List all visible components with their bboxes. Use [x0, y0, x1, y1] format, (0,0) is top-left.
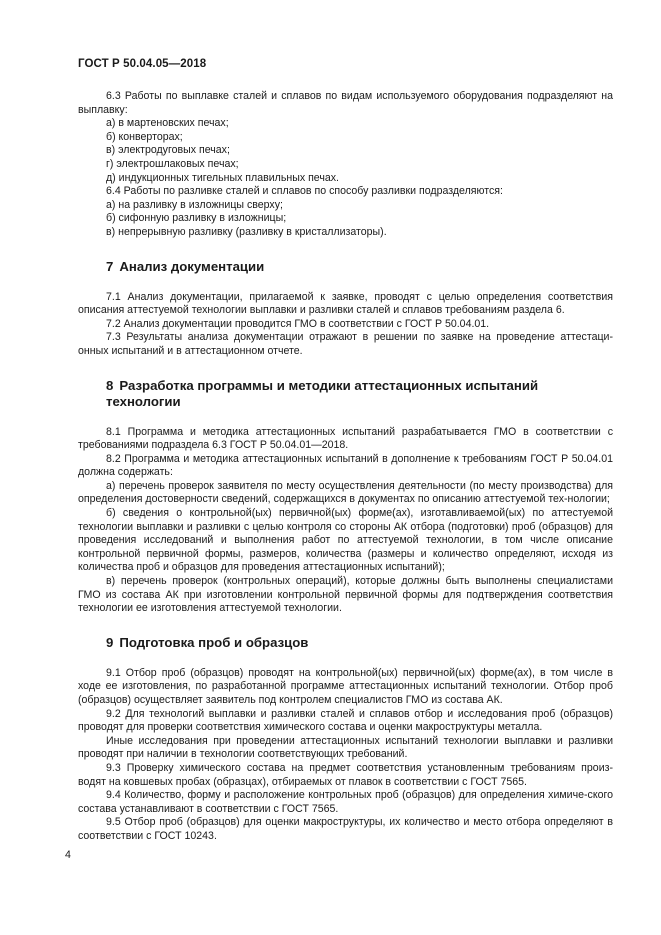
list-item: б) конверторах;	[106, 130, 183, 143]
list-item: в) электродуговых печах;	[106, 144, 230, 157]
section-8-heading	[78, 378, 613, 410]
paragraph-7-3: 7.3 Результаты анализа документации отражают в решении по заявке на проведение аттестаци-онных испытаний и в аттестационном отчете.	[78, 331, 613, 357]
section-7-heading	[78, 259, 613, 275]
paragraph-9-2-continued: Иные исследования при проведении аттестационных испытаний технологии выплавки и разливки проводят при наличии в технологии соответствующих требований.	[78, 734, 613, 761]
section-9-heading	[78, 635, 613, 651]
section-number: 7	[106, 258, 114, 274]
paragraph-8-1: 8.1 Программа и методика аттестационных испытаний разрабатывается ГМО в соответствии с требованиями подраздела 6.3 ГОСТ Р 50.04.01—2018.	[78, 425, 613, 452]
document-body	[78, 90, 613, 844]
paragraph-9-3: 9.3 Проверку химического состава на предмет соответствия установленным требованиям произ-водят на ковшевых пробах (образцах), отбираемых от плавок в соответствии с ГОСТ 7565.	[78, 761, 613, 788]
list-item: в) непрерывную разливку (разливку в кристаллизаторы).	[106, 225, 387, 238]
paragraph-9-2: 9.2 Для технологий выплавки и разливки сталей и сплавов отбор и исследования проб (образцов) проводят для проверки соответствия химического состава и оценки макроструктуры металла.	[78, 707, 613, 734]
list-item: а) на разливку в изложницы сверху;	[106, 198, 283, 211]
list-item: в) перечень проверок (контрольных операций), которые должны быть выполнены специалистами ГМО из состава АК при изготовлении контрольной первичной формы для подтверждения соответствия технологии ее изготовления аттестуемой технологии.	[78, 575, 613, 615]
standard-code-header: ГОСТ Р 50.04.05—2018	[78, 58, 207, 70]
paragraph-9-4: 9.4 Количество, форму и расположение контрольных проб (образцов) для определения химиче-ского состава устанавливают в соответствии с ГОСТ 7565.	[78, 789, 613, 815]
section-number: 9	[106, 634, 114, 650]
paragraph-6-3: 6.3 Работы по выплавке сталей и сплавов по видам используемого оборудования подразделяют на выплавку:	[78, 90, 613, 116]
page-number: 4	[65, 849, 71, 861]
paragraph-9-1: 9.1 Отбор проб (образцов) проводят на контрольной(ых) первичной(ых) форме(ах), в том числе в ходе ее изготовления, по разработанной программе аттестационных испытаний технологии. Отбор проб (образцов) осуществляет заявитель под контролем специалистов ГМО из состава АК.	[78, 666, 613, 706]
section-number: 8	[106, 377, 114, 393]
list-item: а) в мартеновских печах;	[106, 117, 229, 130]
list-item: г) электрошлаковых печах;	[106, 157, 239, 170]
paragraph-9-5: 9.5 Отбор проб (образцов) для оценки макроструктуры, их количество и место отбора определяют в соответствии с ГОСТ 10243.	[78, 816, 613, 842]
list-item: б) сифонную разливку в изложницы;	[106, 212, 287, 225]
paragraph-8-2: 8.2 Программа и методика аттестационных испытаний в дополнение к требованиям ГОСТ Р 50.04.01 должна содержать:	[78, 452, 613, 479]
section-title: Разработка программы и методики аттестационных испытаний технологии	[106, 377, 539, 409]
list-item: б) сведения о контрольной(ых) первичной(ых) форме(ах), изготавливаемой(ых) по аттестуемой технологии выплавки и разливки с целью контроля со стороны АК отбора (подготовки) проб (образцов) для проведения исследований и выполнения работ по аттестуемой технологии, в том числе описание контрольной первичной формы, размеров, количества (размеры и количество определяют, исходя из количества проб и образцов для проведения аттестационных испытаний);	[78, 507, 613, 574]
paragraph-7-2: 7.2 Анализ документации проводится ГМО в соответствии с ГОСТ Р 50.04.01.	[106, 317, 490, 330]
list-item: д) индукционных тигельных плавильных печах.	[106, 171, 339, 184]
section-title: Подготовка проб и образцов	[119, 634, 309, 650]
paragraph-6-4: 6.4 Работы по разливке сталей и сплавов по способу разливки подразделяются:	[106, 185, 503, 198]
list-item: а) перечень проверок заявителя по месту осуществления деятельности (по месту производства) для определения достоверности сведений, содержащихся в документах по описанию аттестуемой тех-нологии;	[78, 479, 613, 506]
section-title: Анализ документации	[119, 258, 265, 274]
paragraph-7-1: 7.1 Анализ документации, прилагаемой к заявке, проводят с целью определения соответствия описания аттестуемой технологии выплавки и разливки сталей и сплавов требованиям раздела 6.	[78, 290, 613, 317]
